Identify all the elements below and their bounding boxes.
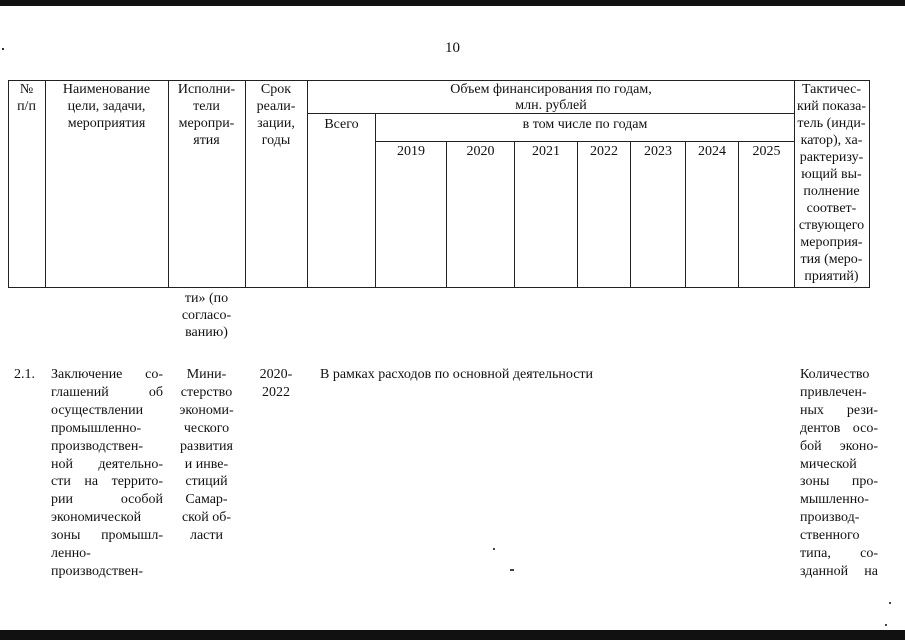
col-header-funding-line1: Объем финансирования по годам, <box>450 82 652 97</box>
col-header-term: Срок реали- зации, годы <box>256 82 296 148</box>
row-number: 2.1. <box>14 367 35 382</box>
year-header-2020: 2020 <box>466 144 495 159</box>
top-scan-border <box>0 0 905 6</box>
row-term: 2020- 2022 <box>259 367 293 400</box>
row-funding: В рамках расходов по основной деятельности <box>320 367 594 382</box>
row-executor: Мини- стерство экономи- ческого развития и инве- стиций Самар- ской об- ласти <box>179 367 234 544</box>
col-header-total: Всего <box>324 117 359 132</box>
year-header-2021: 2021 <box>532 144 560 159</box>
col-header-incl-years: в том числе по годам <box>522 117 648 132</box>
col-header-number: № п/п <box>17 82 36 114</box>
executor-continuation: ти» (по согласо- ванию) <box>181 291 232 340</box>
year-header-2024: 2024 <box>698 144 726 159</box>
col-header-executors: Исполни- тели меропри- ятия <box>177 82 236 148</box>
page-number: 10 <box>445 40 460 56</box>
scan-speck <box>493 548 495 550</box>
row-indicator: Количество привлечен- ных рези- дентов осо- бой эконо- мической зоны про- мышленно- производ- ственного типа, со- зданной на <box>800 367 878 579</box>
bottom-scan-border <box>0 630 905 640</box>
col-header-name: Наименование цели, задачи, мероприятия <box>62 82 151 131</box>
year-header-2022: 2022 <box>590 144 618 159</box>
scan-speck <box>510 569 514 571</box>
col-header-indicator: Тактичес- кий показа- тель (инди- катор), ха- рактеризу- ющий вы- полнение соответ- ствующего мероприя- тия (меро- приятий) <box>797 82 866 284</box>
scan-speck <box>889 602 891 604</box>
year-header-2019: 2019 <box>397 144 425 159</box>
year-header-2023: 2023 <box>644 144 672 159</box>
col-header-funding-line2: млн. рублей <box>515 98 587 113</box>
row-name: Заключение со- глашений об осуществлении промышленно- производствен- ной деятельно- сти на террито- рии особой экономической зоны промышл- ленно- производствен- <box>51 367 163 579</box>
scan-speck <box>885 624 887 626</box>
year-header-2025: 2025 <box>752 144 781 159</box>
